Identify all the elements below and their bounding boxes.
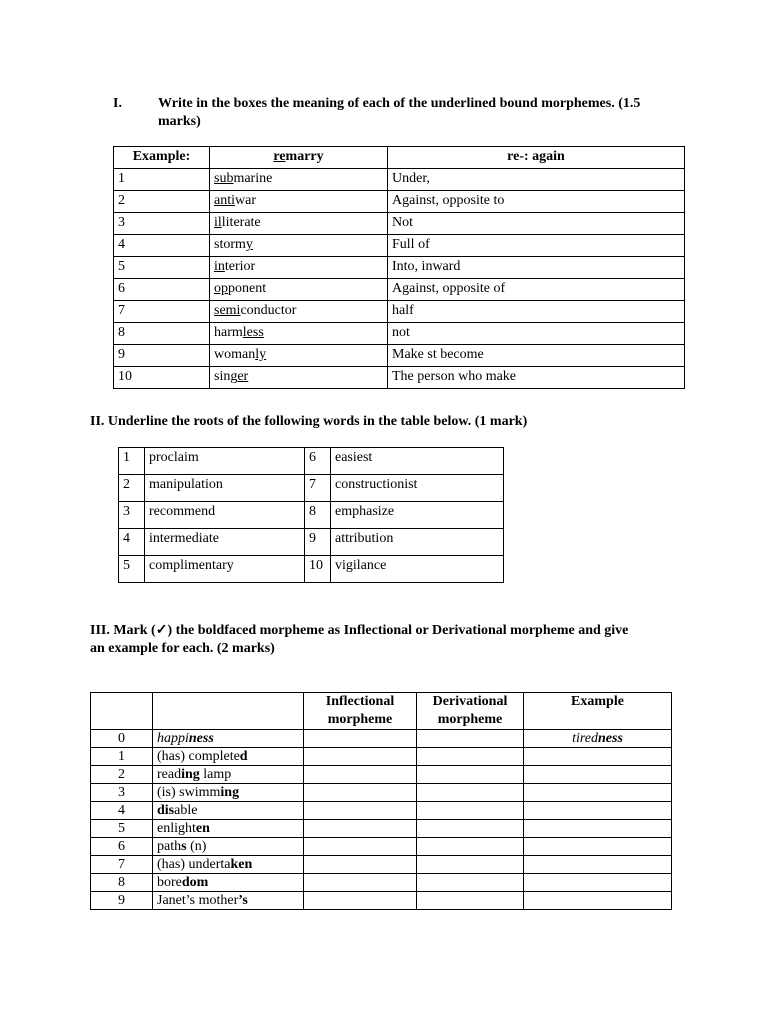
section3-instruction bbox=[90, 622, 690, 658]
derivational-checkbox-cell[interactable] bbox=[417, 820, 524, 838]
meaning-cell[interactable]: not bbox=[388, 323, 685, 345]
section3-instruction-line2: an example for each. (2 marks) bbox=[90, 641, 275, 656]
row-number: 7 bbox=[91, 856, 153, 874]
word-pre: (is) swimm bbox=[157, 785, 221, 800]
underlined-morpheme: less bbox=[242, 325, 264, 340]
word-post: ponent bbox=[228, 281, 267, 296]
word-cell bbox=[210, 235, 388, 257]
word-post: marine bbox=[233, 171, 273, 186]
word-cell bbox=[153, 730, 304, 748]
example-cell[interactable] bbox=[524, 784, 672, 802]
table-header-row bbox=[114, 147, 685, 169]
table-row bbox=[119, 448, 504, 475]
row-number: 1 bbox=[91, 748, 153, 766]
row-number-left: 1 bbox=[119, 448, 145, 475]
derivational-checkbox-cell[interactable] bbox=[417, 802, 524, 820]
example-bold: ness bbox=[598, 731, 623, 746]
underlined-morpheme: er bbox=[237, 369, 249, 384]
row-number-right: 8 bbox=[305, 502, 331, 529]
table-row bbox=[91, 838, 672, 856]
word-pre: bore bbox=[157, 875, 182, 890]
boldfaced-morpheme: en bbox=[195, 821, 210, 836]
word-left[interactable]: complimentary bbox=[145, 556, 305, 583]
row-number: 8 bbox=[91, 874, 153, 892]
example-word bbox=[210, 147, 388, 169]
row-number-left: 2 bbox=[119, 475, 145, 502]
word-pre: harm bbox=[214, 325, 243, 340]
row-number: 3 bbox=[114, 213, 210, 235]
table-header-row bbox=[91, 693, 672, 730]
boldfaced-morpheme: d bbox=[239, 749, 248, 764]
word-pre: path bbox=[157, 839, 182, 854]
meaning-cell[interactable]: Make st become bbox=[388, 345, 685, 367]
section2-instruction: II. Underline the roots of the following words in the table below. (1 mark) bbox=[90, 414, 528, 429]
boldfaced-morpheme: ing bbox=[220, 785, 240, 800]
word-pre: (has) complete bbox=[157, 749, 240, 764]
section1-number: I. bbox=[113, 96, 122, 111]
table-row bbox=[114, 279, 685, 301]
row-number: 6 bbox=[114, 279, 210, 301]
word-right[interactable]: constructionist bbox=[331, 475, 504, 502]
word-pre: Janet’s mother bbox=[157, 893, 239, 908]
row-number: 3 bbox=[91, 784, 153, 802]
row-number: 9 bbox=[114, 345, 210, 367]
boldfaced-morpheme: ing bbox=[181, 767, 200, 782]
word-post: war bbox=[235, 193, 256, 208]
derivational-checkbox-cell[interactable] bbox=[417, 874, 524, 892]
row-number: 8 bbox=[114, 323, 210, 345]
meaning-cell[interactable]: half bbox=[388, 301, 685, 323]
word-post: terior bbox=[224, 259, 256, 274]
row-number: 9 bbox=[91, 892, 153, 910]
row-number: 0 bbox=[91, 730, 153, 748]
example-cell[interactable] bbox=[524, 838, 672, 856]
word-cell bbox=[210, 345, 388, 367]
table-row bbox=[91, 802, 672, 820]
row-number: 10 bbox=[114, 367, 210, 389]
meaning-cell[interactable]: Against, opposite to bbox=[388, 191, 685, 213]
word-cell bbox=[210, 323, 388, 345]
derivational-checkbox-cell[interactable] bbox=[417, 766, 524, 784]
meaning-cell[interactable]: Under, bbox=[388, 169, 685, 191]
word-left[interactable]: proclaim bbox=[145, 448, 305, 475]
section3-instruction-line1: III. Mark (✓) the boldfaced morpheme as Inflectional or Derivational morpheme and give bbox=[90, 623, 629, 638]
table-row bbox=[119, 475, 504, 502]
example-cell[interactable] bbox=[524, 766, 672, 784]
table-row bbox=[114, 235, 685, 257]
table-row bbox=[91, 748, 672, 766]
table-row bbox=[114, 367, 685, 389]
word-left[interactable]: intermediate bbox=[145, 529, 305, 556]
inflectional-derivational-table bbox=[90, 692, 672, 910]
word-pre: (has) underta bbox=[157, 857, 231, 872]
example-cell[interactable] bbox=[524, 748, 672, 766]
section1-instruction bbox=[158, 95, 698, 131]
word-pre: storm bbox=[214, 237, 246, 252]
example-label: Example: bbox=[114, 147, 210, 169]
inflectional-checkbox-cell[interactable] bbox=[304, 784, 417, 802]
word-left[interactable]: recommend bbox=[145, 502, 305, 529]
inflectional-checkbox-cell[interactable] bbox=[304, 838, 417, 856]
derivational-checkbox-cell[interactable] bbox=[417, 838, 524, 856]
table-row bbox=[114, 257, 685, 279]
table-row bbox=[114, 213, 685, 235]
word-cell bbox=[210, 367, 388, 389]
underlined-morpheme: il bbox=[214, 215, 222, 230]
boldfaced-morpheme: ken bbox=[230, 857, 253, 872]
row-number: 4 bbox=[91, 802, 153, 820]
word-pre: woman bbox=[214, 347, 256, 362]
header-number-blank bbox=[91, 693, 153, 730]
word-cell bbox=[210, 257, 388, 279]
header-derivational: Derivational morpheme bbox=[417, 693, 524, 730]
boldfaced-morpheme: dis bbox=[157, 803, 175, 818]
underlined-morpheme: op bbox=[214, 281, 228, 296]
row-number: 5 bbox=[114, 257, 210, 279]
inflectional-checkbox-cell[interactable] bbox=[304, 766, 417, 784]
example-meaning: re-: again bbox=[388, 147, 685, 169]
underlined-morpheme: anti bbox=[214, 193, 235, 208]
inflectional-checkbox-cell[interactable] bbox=[304, 856, 417, 874]
header-inflectional: Inflectional morpheme bbox=[304, 693, 417, 730]
underlined-morpheme: ly bbox=[255, 347, 267, 362]
table-row bbox=[91, 730, 672, 748]
row-number: 4 bbox=[114, 235, 210, 257]
table-row bbox=[114, 169, 685, 191]
word-cell bbox=[210, 169, 388, 191]
table-row bbox=[91, 766, 672, 784]
word-cell bbox=[153, 838, 304, 856]
word-pre: happi bbox=[157, 731, 189, 746]
row-number-right: 10 bbox=[305, 556, 331, 583]
word-cell bbox=[210, 191, 388, 213]
example-cell[interactable] bbox=[524, 802, 672, 820]
header-example: Example bbox=[524, 693, 672, 730]
example-cell[interactable] bbox=[524, 892, 672, 910]
underlined-morpheme: in bbox=[214, 259, 225, 274]
word-pre: sing bbox=[214, 369, 238, 384]
inflectional-derivational-table-body bbox=[91, 693, 672, 910]
underlined-morpheme: semi bbox=[214, 303, 241, 318]
row-number-left: 4 bbox=[119, 529, 145, 556]
table-row bbox=[114, 345, 685, 367]
inflectional-checkbox-cell[interactable] bbox=[304, 802, 417, 820]
example-cell[interactable] bbox=[524, 874, 672, 892]
word-cell bbox=[153, 766, 304, 784]
row-number: 2 bbox=[114, 191, 210, 213]
word-cell bbox=[210, 301, 388, 323]
table-row bbox=[114, 323, 685, 345]
word-cell bbox=[153, 874, 304, 892]
table-row bbox=[119, 556, 504, 583]
example-word-post: marry bbox=[285, 149, 324, 164]
row-number: 2 bbox=[91, 766, 153, 784]
boldfaced-morpheme: ’s bbox=[238, 893, 248, 908]
boldfaced-morpheme: dom bbox=[181, 875, 209, 890]
underlined-morpheme: sub bbox=[214, 171, 234, 186]
row-number-left: 5 bbox=[119, 556, 145, 583]
row-number-right: 9 bbox=[305, 529, 331, 556]
roots-table bbox=[118, 447, 504, 583]
boldfaced-morpheme: s bbox=[181, 839, 187, 854]
table-row bbox=[91, 874, 672, 892]
meaning-cell[interactable]: Into, inward bbox=[388, 257, 685, 279]
inflectional-checkbox-cell[interactable] bbox=[304, 892, 417, 910]
word-post: able bbox=[174, 803, 198, 818]
table-row bbox=[91, 856, 672, 874]
row-number: 6 bbox=[91, 838, 153, 856]
word-pre: enlight bbox=[157, 821, 196, 836]
section1-instruction-line2: marks) bbox=[158, 114, 201, 129]
word-post: conductor bbox=[240, 303, 297, 318]
table-row bbox=[114, 301, 685, 323]
example-cell[interactable] bbox=[524, 730, 672, 748]
word-cell bbox=[153, 892, 304, 910]
derivational-checkbox-cell[interactable] bbox=[417, 856, 524, 874]
meaning-cell[interactable]: Full of bbox=[388, 235, 685, 257]
section1-instruction-line1: Write in the boxes the meaning of each of the underlined bound morphemes. (1.5 bbox=[158, 96, 641, 111]
morpheme-meaning-table bbox=[113, 146, 685, 389]
inflectional-checkbox-cell[interactable] bbox=[304, 874, 417, 892]
table-row bbox=[91, 892, 672, 910]
header-word-blank bbox=[153, 693, 304, 730]
word-right[interactable]: vigilance bbox=[331, 556, 504, 583]
table-row bbox=[91, 784, 672, 802]
derivational-checkbox-cell[interactable] bbox=[417, 892, 524, 910]
derivational-checkbox-cell[interactable] bbox=[417, 730, 524, 748]
meaning-cell[interactable]: Against, opposite of bbox=[388, 279, 685, 301]
word-cell bbox=[210, 279, 388, 301]
row-number-right: 7 bbox=[305, 475, 331, 502]
derivational-checkbox-cell[interactable] bbox=[417, 748, 524, 766]
word-left[interactable]: manipulation bbox=[145, 475, 305, 502]
word-cell bbox=[153, 784, 304, 802]
inflectional-checkbox-cell[interactable] bbox=[304, 748, 417, 766]
example-pre: tired bbox=[572, 731, 598, 746]
table-row bbox=[119, 502, 504, 529]
meaning-cell[interactable]: The person who make bbox=[388, 367, 685, 389]
derivational-checkbox-cell[interactable] bbox=[417, 784, 524, 802]
meaning-cell[interactable]: Not bbox=[388, 213, 685, 235]
example-cell[interactable] bbox=[524, 856, 672, 874]
boldfaced-morpheme: ness bbox=[188, 731, 214, 746]
morpheme-meaning-table-body bbox=[114, 147, 685, 389]
word-cell bbox=[153, 856, 304, 874]
inflectional-checkbox-cell[interactable] bbox=[304, 730, 417, 748]
row-number-right: 6 bbox=[305, 448, 331, 475]
word-cell bbox=[153, 802, 304, 820]
table-row bbox=[91, 820, 672, 838]
row-number: 1 bbox=[114, 169, 210, 191]
word-right[interactable]: easiest bbox=[331, 448, 504, 475]
underlined-morpheme: y bbox=[245, 237, 253, 252]
example-cell[interactable] bbox=[524, 820, 672, 838]
word-pre: read bbox=[157, 767, 182, 782]
row-number: 7 bbox=[114, 301, 210, 323]
word-cell bbox=[153, 820, 304, 838]
word-right[interactable]: emphasize bbox=[331, 502, 504, 529]
word-right[interactable]: attribution bbox=[331, 529, 504, 556]
word-cell bbox=[210, 213, 388, 235]
row-number: 5 bbox=[91, 820, 153, 838]
inflectional-checkbox-cell[interactable] bbox=[304, 820, 417, 838]
word-post: (n) bbox=[186, 839, 207, 854]
word-cell bbox=[153, 748, 304, 766]
example-word-underlined: re bbox=[273, 149, 286, 164]
word-post: lamp bbox=[199, 767, 232, 782]
word-post: literate bbox=[221, 215, 261, 230]
table-row bbox=[114, 191, 685, 213]
row-number-left: 3 bbox=[119, 502, 145, 529]
roots-table-body bbox=[119, 448, 504, 583]
table-row bbox=[119, 529, 504, 556]
